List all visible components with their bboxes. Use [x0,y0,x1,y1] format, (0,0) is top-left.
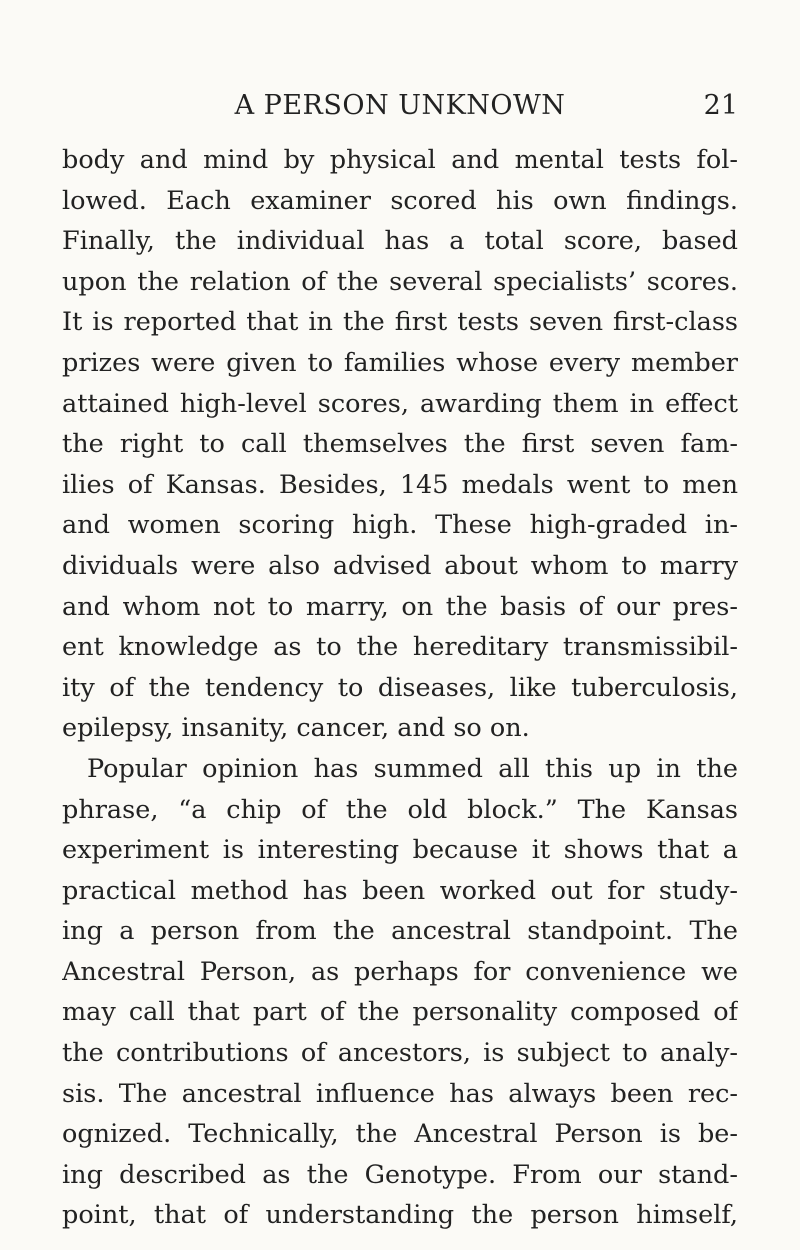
text-line: ognized. Technically, the Ancestral Person is be- [62,1119,738,1150]
page-number: 21 [703,90,738,121]
paragraph-end-line: epilepsy, insanity, cancer, and so on. [62,713,530,744]
running-head [62,86,738,126]
text-line: body and mind by physical and mental tests fol- [62,145,738,175]
text-line: It is reported that in the first tests seven first-class [62,307,738,338]
text-line: ilies of Kansas. Besides, 145 medals went to men [62,469,738,500]
text-line: experiment is interesting because it shows that a [62,835,738,866]
text-line: ing described as the Genotype. From our stand- [62,1159,738,1190]
text-line: upon the relation of the several specialists’ scores. [62,266,738,297]
text-line: and whom not to marry, on the basis of our pres- [62,591,738,622]
text-line: may call that part of the personality composed of [62,997,738,1028]
text-line: practical method has been worked out for study- [62,875,738,906]
text-line: lowed. Each examiner scored his own findings. [62,185,738,216]
text-line: ity of the tendency to diseases, like tuberculosis, [62,672,738,703]
body-text [62,140,738,1236]
text-line: ent knowledge as to the hereditary transmissibil- [62,632,738,663]
text-line: attained high-level scores, awarding them in effect [62,388,738,419]
text-line: phrase, “a chip of the old block.” The Kansas [62,794,738,825]
text-line: dividuals were also advised about whom to marry [62,550,738,581]
text-line: ing a person from the ancestral standpoint. The [62,916,738,947]
text-line: Finally, the individual has a total score, based [62,226,738,257]
running-title: A PERSON UNKNOWN [234,90,566,121]
text-line: point, that of understanding the person himself, [62,1200,738,1231]
text-line: the contributions of ancestors, is subject to analy- [62,1038,738,1069]
paragraph-start-line: Popular opinion has summed all this up in the [87,753,738,784]
text-line: Ancestral Person, as perhaps for convenience we [62,956,738,987]
text-line: the right to call themselves the first seven fam- [62,429,738,460]
text-line: prizes were given to families whose every member [62,347,738,378]
text-line: sis. The ancestral influence has always been rec- [62,1078,738,1109]
text-line: and women scoring high. These high-graded in- [62,510,738,541]
